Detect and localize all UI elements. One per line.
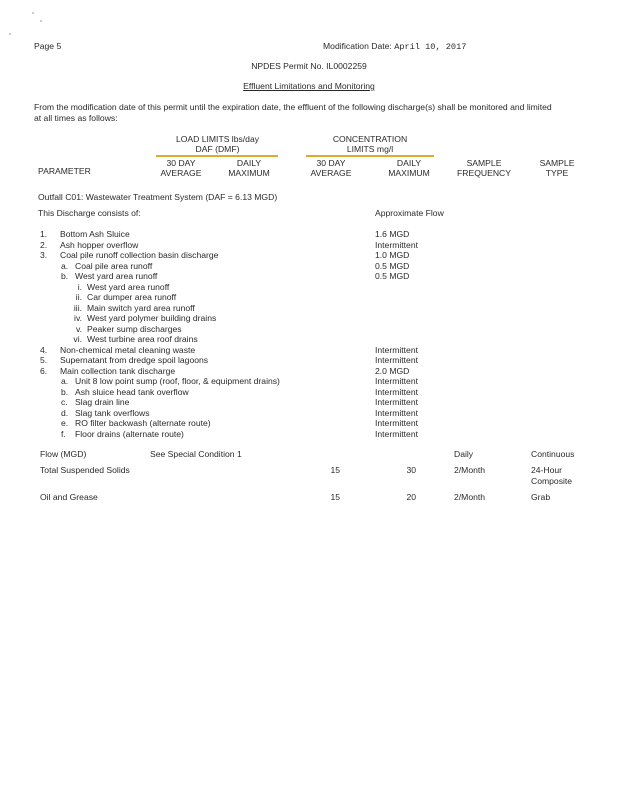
parameter-name: Total Suspended Solids (40, 465, 130, 475)
item-flow: Intermittent (375, 386, 418, 397)
parameter-name: Oil and Grease (40, 492, 98, 502)
concentration-heading: CONCENTRATION (332, 134, 408, 144)
concentration-rule (306, 155, 434, 157)
modification-date (323, 42, 466, 52)
sample-type: Continuous (531, 449, 575, 459)
item-label: Coal pile runoff collection basin discharge (60, 250, 219, 260)
item-number: 3. (40, 250, 48, 260)
item-label: West yard polymer building drains (87, 313, 217, 323)
item-flow: Intermittent (375, 239, 418, 250)
item-flow: 1.6 MGD (375, 229, 410, 239)
item-number: 6. (40, 365, 48, 376)
scan-speck (40, 20, 42, 22)
page-number: Page 5 (34, 41, 62, 51)
item-label: Unit 8 low point sump (roof, floor, & equipment drains) (75, 376, 280, 386)
item-number: b. (61, 386, 69, 397)
sample-frequency: Daily (454, 449, 474, 459)
item-flow: Intermittent (375, 376, 418, 386)
item-label: West turbine area roof drains (87, 334, 198, 344)
load-limits-rule (156, 155, 278, 157)
item-number: a. (61, 376, 69, 386)
item-flow: 2.0 MGD (375, 365, 410, 376)
item-flow: 0.5 MGD (375, 260, 410, 271)
item-label: Coal pile area runoff (75, 260, 153, 271)
item-number: v. (75, 323, 82, 334)
parameter-note: See Special Condition 1 (150, 449, 242, 459)
item-label: Main collection tank discharge (60, 365, 176, 376)
load-avg-heading-2: AVERAGE (160, 168, 202, 178)
item-label: Car dumper area runoff (87, 292, 177, 302)
sample-type: Grab (531, 492, 551, 502)
item-label: Floor drains (alternate route) (75, 428, 184, 439)
item-label: Supernatant from dredge spoil lagoons (60, 355, 209, 365)
item-number: 1. (40, 229, 48, 239)
item-label: Ash hopper overflow (60, 239, 139, 250)
intro-line-2: at all times as follows: (34, 113, 118, 123)
item-label: Slag tank overflows (75, 407, 150, 418)
item-number: vi. (73, 334, 82, 344)
item-number: 4. (40, 344, 48, 355)
outfall-title: Outfall C01: Wastewater Treatment System (DAF = 6.13 MGD) (38, 192, 278, 202)
type-heading-1: SAMPLE (539, 158, 575, 168)
item-number: 2. (40, 239, 48, 250)
permit-number: NPDES Permit No. IL0002259 (251, 61, 367, 71)
conc-max-heading-1: DAILY (396, 158, 422, 168)
item-label: West yard area runoff (75, 271, 158, 281)
item-label: Slag drain line (75, 397, 130, 407)
conc-avg-heading-1: 30 DAY (316, 158, 346, 168)
item-number: b. (61, 271, 69, 281)
conc-max-heading-2: MAXIMUM (388, 168, 430, 178)
item-label: Bottom Ash Sluice (60, 229, 130, 239)
item-flow: 1.0 MGD (375, 250, 410, 260)
item-flow: Intermittent (375, 418, 418, 428)
intro-line-1: From the modification date of this permit until the expiration date, the effluent of the following discharge(s) shall be monitored and limited (34, 102, 552, 112)
conc-max-value: 20 (406, 492, 416, 502)
type-heading-2: TYPE (545, 168, 569, 178)
modification-label: Modification Date: (323, 41, 392, 51)
item-flow: Intermittent (375, 355, 418, 365)
item-number: f. (61, 428, 66, 439)
item-number: d. (61, 407, 69, 418)
load-avg-heading-1: 30 DAY (166, 158, 196, 168)
frequency-heading-2: FREQUENCY (457, 168, 511, 178)
item-label: Non-chemical metal cleaning waste (60, 344, 196, 355)
item-number: e. (61, 418, 69, 428)
item-number: 5. (40, 355, 48, 365)
conc-avg-heading-2: AVERAGE (310, 168, 352, 178)
discharge-consists-label: This Discharge consists of: (38, 208, 141, 218)
scan-speck (9, 33, 11, 35)
sample-frequency: 2/Month (454, 492, 486, 502)
load-max-heading-1: DAILY (236, 158, 262, 168)
item-label: RO filter backwash (alternate route) (75, 418, 211, 428)
modification-date-value: April 10, 2017 (394, 42, 467, 52)
conc-avg-value: 15 (330, 465, 340, 475)
sample-type: 24-Hour (531, 465, 563, 475)
load-max-heading-2: MAXIMUM (228, 168, 270, 178)
load-limits-heading: LOAD LIMITS lbs/day (175, 134, 260, 144)
sample-frequency: 2/Month (454, 465, 486, 475)
daf-heading: DAF (DMF) (195, 144, 240, 154)
sample-type-line-2: Composite (531, 476, 573, 486)
item-number: c. (61, 397, 68, 407)
item-number: iii. (73, 302, 82, 313)
item-label: Ash sluice head tank overflow (75, 386, 189, 397)
conc-avg-value: 15 (330, 492, 340, 502)
parameter-name: Flow (MGD) (40, 449, 87, 459)
section-title: Effluent Limitations and Monitoring (243, 81, 375, 91)
item-number: ii. (75, 292, 82, 302)
approx-flow-heading: Approximate Flow (375, 208, 444, 218)
scan-speck (32, 12, 34, 14)
item-number: i. (77, 281, 82, 292)
limits-unit-heading: LIMITS mg/l (346, 144, 394, 154)
item-flow: 0.5 MGD (375, 271, 410, 281)
item-number: a. (61, 260, 69, 271)
item-flow: Intermittent (375, 407, 418, 418)
conc-max-value: 30 (406, 465, 416, 475)
item-label: Peaker sump discharges (87, 323, 182, 334)
item-number: iv. (74, 313, 82, 323)
item-label: Main switch yard area runoff (87, 302, 195, 313)
item-flow: Intermittent (375, 428, 418, 439)
frequency-heading-1: SAMPLE (466, 158, 502, 168)
parameter-heading: PARAMETER (38, 166, 91, 176)
item-label: West yard area runoff (87, 281, 170, 292)
item-flow: Intermittent (375, 397, 418, 407)
item-flow: Intermittent (375, 344, 418, 355)
